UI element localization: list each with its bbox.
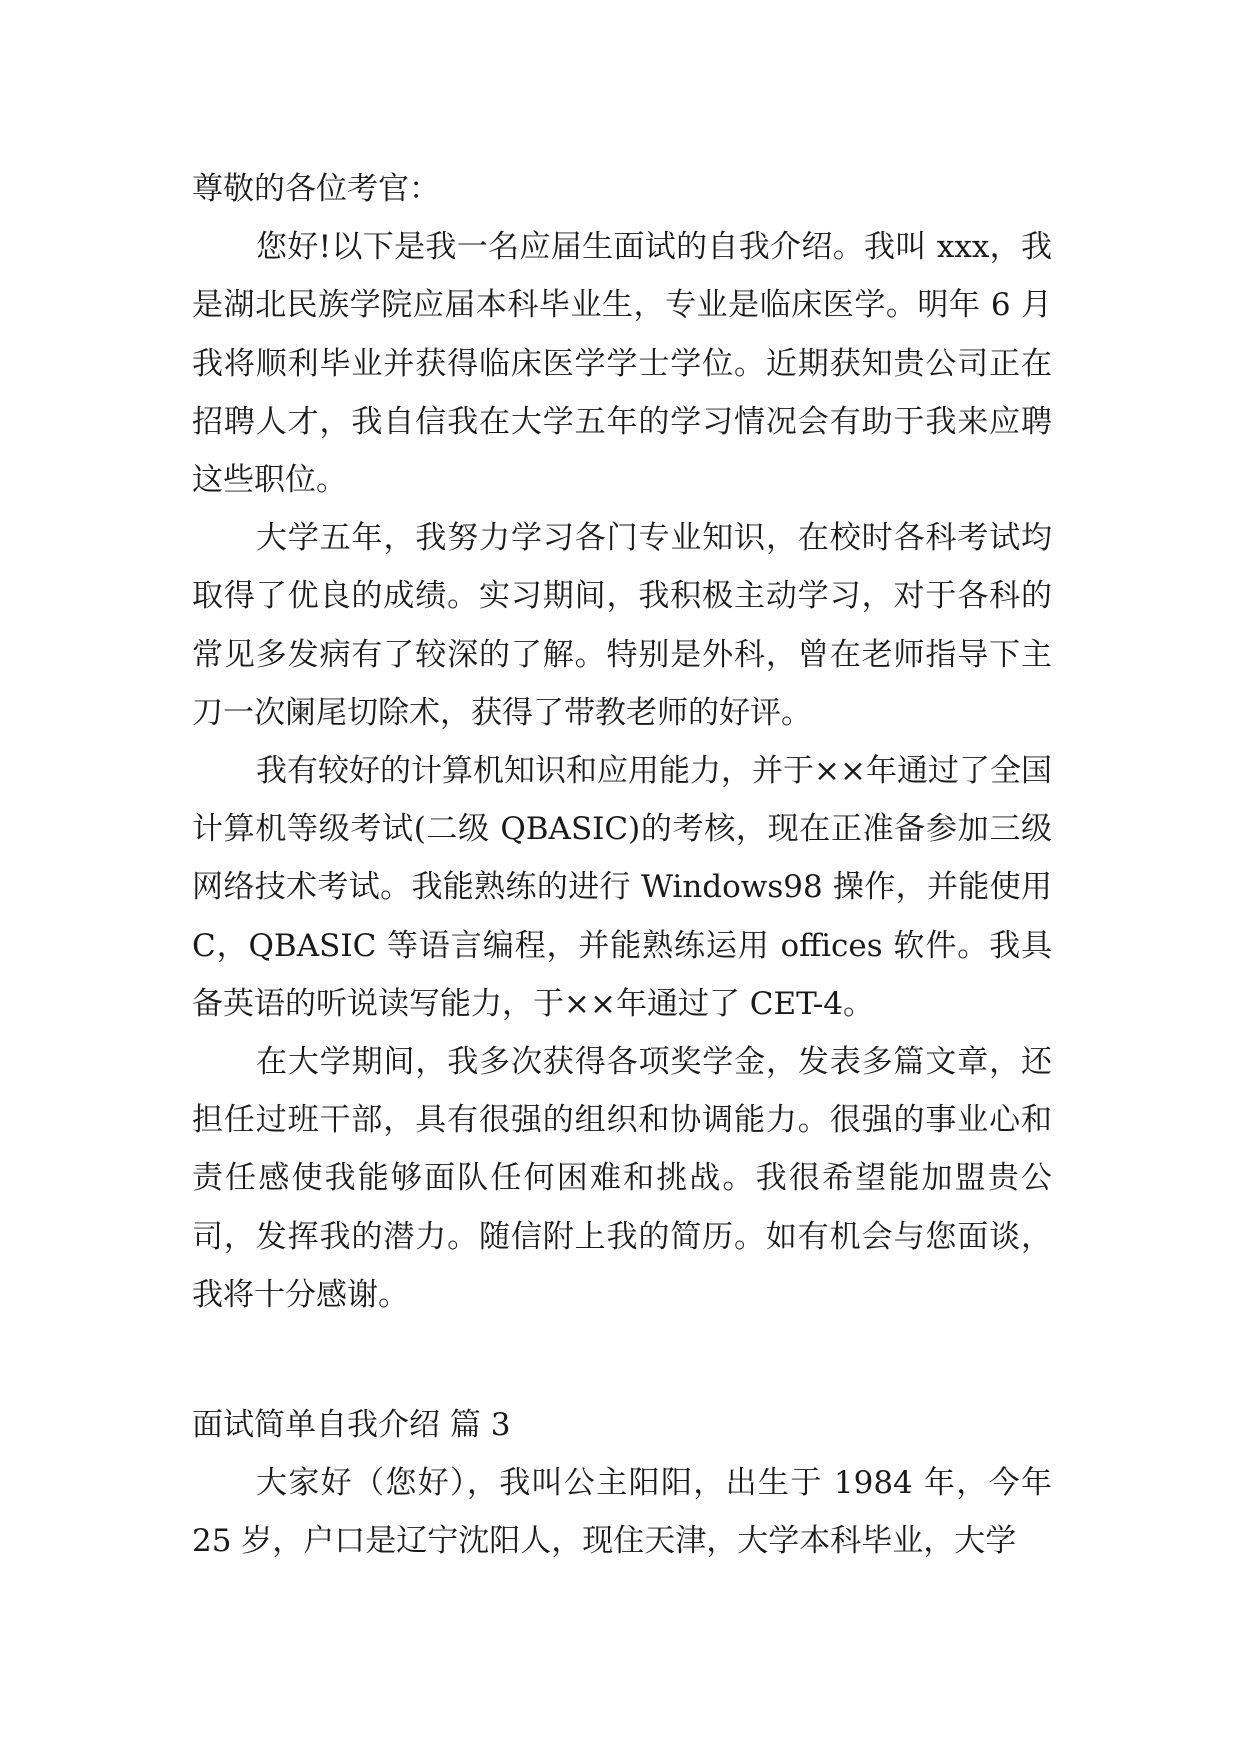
salutation: 尊敬的各位考官： [192, 171, 440, 207]
document-body [192, 160, 1052, 1571]
paragraph-computer-skills: 我有较好的计算机知识和应用能力，并于××年通过了全国计算机等级考试(二级 QBASIC)的考核，现在正准备参加三级网络技术考试。我能熟练的进行 Windows98 操作，并能使用 C，QBASIC 等语言编程，并能熟练运用 offices 软件。我具备英语的听说读写能力，于××年通过了 CET-4。 [192, 753, 1052, 1022]
section-heading: 面试简单自我介绍 篇 3 [192, 1407, 511, 1444]
section-spacer [192, 1324, 1052, 1396]
paragraph-study: 大学五年，我努力学习各门专业知识，在校时各科考试均取得了优良的成绩。实习期间，我积极主动学习，对于各科的常见多发病有了较深的了解。特别是外科，曾在老师指导下主刀一次阑尾切除术，获得了带教老师的好评。 [192, 520, 1052, 731]
paragraph-activities: 在大学期间，我多次获得各项奖学金，发表多篇文章，还担任过班干部，具有很强的组织和协调能力。很强的事业心和责任感使我能够面队任何困难和挑战。我很希望能加盟贵公司，发挥我的潜力。随信附上我的简历。如有机会与您面谈，我将十分感谢。 [192, 1044, 1052, 1313]
paragraph-section-intro: 大家好（您好），我叫公主阳阳，出生于 1984 年，今年 25 岁，户口是辽宁沈阳人，现住天津，大学本科毕业，大学 [192, 1465, 1052, 1560]
paragraph-greeting: 您好!以下是我一名应届生面试的自我介绍。我叫 xxx，我是湖北民族学院应届本科毕业生，专业是临床医学。明年 6 月我将顺利毕业并获得临床医学学士学位。近期获知贵公司正在招聘人才，我自信我在大学五年的学习情况会有助于我来应聘这些职位。 [192, 229, 1052, 499]
